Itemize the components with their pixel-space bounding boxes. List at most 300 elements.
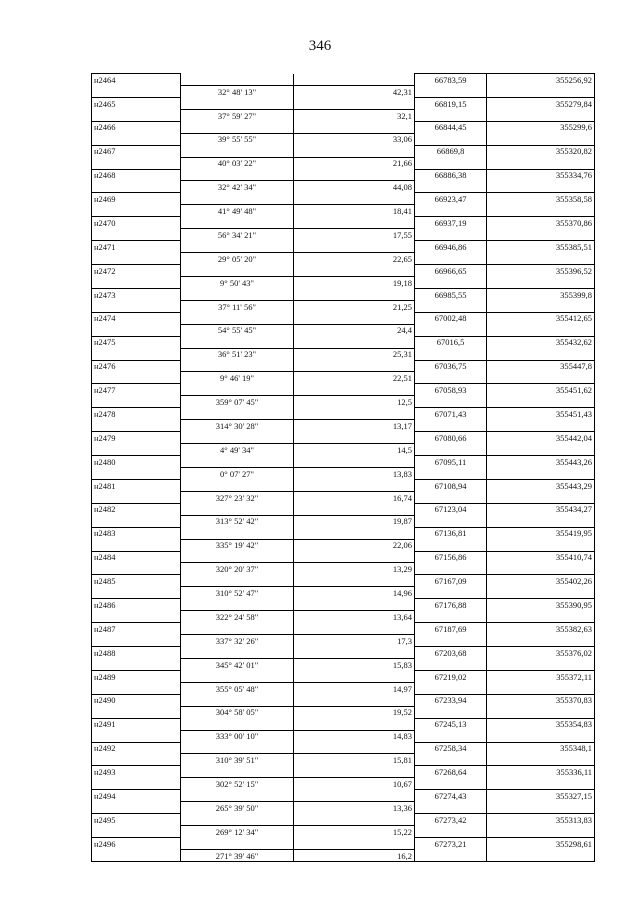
point-x: 66946,86 <box>415 241 487 253</box>
empty-cell <box>487 849 595 861</box>
empty-cell <box>181 408 294 420</box>
empty-cell <box>487 444 595 456</box>
point-y: 355412,65 <box>487 312 595 324</box>
empty-cell <box>294 193 415 205</box>
point-row <box>92 647 595 659</box>
point-name: н2467 <box>92 145 181 157</box>
point-name: н2489 <box>92 670 181 682</box>
empty-cell <box>294 766 415 778</box>
empty-cell <box>415 563 487 575</box>
point-y: 355348,1 <box>487 742 595 754</box>
point-row <box>92 121 595 133</box>
point-x: 67108,94 <box>415 479 487 491</box>
point-row <box>92 479 595 491</box>
point-y: 355320,82 <box>487 145 595 157</box>
segment-distance: 33,06 <box>294 133 415 145</box>
point-name: н2490 <box>92 694 181 706</box>
point-row <box>92 408 595 420</box>
empty-cell <box>415 109 487 121</box>
empty-cell <box>181 97 294 109</box>
point-row <box>92 193 595 205</box>
point-y: 355447,8 <box>487 360 595 372</box>
point-y: 355298,61 <box>487 838 595 850</box>
point-x: 66783,59 <box>415 74 487 86</box>
page-number: 346 <box>308 38 332 54</box>
empty-cell <box>92 444 181 456</box>
point-x: 67058,93 <box>415 384 487 396</box>
point-row <box>92 718 595 730</box>
point-name: н2485 <box>92 575 181 587</box>
empty-cell <box>92 181 181 193</box>
point-x: 67002,48 <box>415 312 487 324</box>
segment-distance: 12,5 <box>294 396 415 408</box>
point-name: н2487 <box>92 623 181 635</box>
point-row <box>92 336 595 348</box>
segment-distance: 19,52 <box>294 706 415 718</box>
point-name: н2475 <box>92 336 181 348</box>
empty-cell <box>415 802 487 814</box>
point-row <box>92 288 595 300</box>
point-y: 355396,52 <box>487 265 595 277</box>
segment-distance: 14,96 <box>294 587 415 599</box>
point-name: н2470 <box>92 217 181 229</box>
empty-cell <box>92 324 181 336</box>
point-x: 67036,75 <box>415 360 487 372</box>
point-y: 355370,83 <box>487 694 595 706</box>
point-y: 355443,26 <box>487 456 595 468</box>
segment-row <box>92 276 595 288</box>
point-row <box>92 814 595 826</box>
empty-cell <box>487 611 595 623</box>
point-x: 66886,38 <box>415 169 487 181</box>
empty-cell <box>92 372 181 384</box>
empty-cell <box>415 467 487 479</box>
point-row <box>92 217 595 229</box>
empty-cell <box>487 85 595 97</box>
empty-cell <box>92 826 181 838</box>
segment-row <box>92 300 595 312</box>
point-x: 67273,42 <box>415 814 487 826</box>
point-row <box>92 241 595 253</box>
segment-row <box>92 420 595 432</box>
segment-row <box>92 157 595 169</box>
segment-distance: 42,31 <box>294 85 415 97</box>
empty-cell <box>294 456 415 468</box>
point-name: н2488 <box>92 647 181 659</box>
point-name: н2464 <box>92 74 181 86</box>
empty-cell <box>487 372 595 384</box>
segment-angle: 313° 52' 42" <box>181 515 294 527</box>
empty-cell <box>294 169 415 181</box>
empty-cell <box>92 253 181 265</box>
empty-cell <box>294 503 415 515</box>
empty-cell <box>181 838 294 850</box>
segment-row <box>92 826 595 838</box>
segment-distance: 14,5 <box>294 444 415 456</box>
empty-cell <box>294 647 415 659</box>
point-y: 355402,26 <box>487 575 595 587</box>
point-y: 355410,74 <box>487 551 595 563</box>
empty-cell <box>92 682 181 694</box>
segment-angle: 37° 11' 56" <box>181 300 294 312</box>
empty-cell <box>487 205 595 217</box>
segment-angle: 54° 55' 45" <box>181 324 294 336</box>
empty-cell <box>181 647 294 659</box>
point-y: 355382,63 <box>487 623 595 635</box>
empty-cell <box>415 157 487 169</box>
point-y: 355372,11 <box>487 670 595 682</box>
segment-angle: 36° 51' 23" <box>181 348 294 360</box>
empty-cell <box>294 241 415 253</box>
point-y: 355376,02 <box>487 647 595 659</box>
point-x: 67071,43 <box>415 408 487 420</box>
empty-cell <box>294 121 415 133</box>
empty-cell <box>294 623 415 635</box>
point-row <box>92 312 595 324</box>
point-x: 67167,09 <box>415 575 487 587</box>
point-name: н2492 <box>92 742 181 754</box>
empty-cell <box>181 766 294 778</box>
empty-cell <box>181 575 294 587</box>
empty-cell <box>487 754 595 766</box>
segment-distance: 16,2 <box>294 849 415 861</box>
empty-cell <box>487 778 595 790</box>
empty-cell <box>92 849 181 861</box>
empty-cell <box>181 336 294 348</box>
point-x: 66966,65 <box>415 265 487 277</box>
segment-distance: 13,64 <box>294 611 415 623</box>
empty-cell <box>487 133 595 145</box>
empty-cell <box>294 575 415 587</box>
segment-row <box>92 587 595 599</box>
empty-cell <box>294 432 415 444</box>
empty-cell <box>181 742 294 754</box>
segment-angle: 335° 19' 42" <box>181 539 294 551</box>
segment-distance: 22,51 <box>294 372 415 384</box>
point-name: н2484 <box>92 551 181 563</box>
point-name: н2493 <box>92 766 181 778</box>
point-name: н2494 <box>92 790 181 802</box>
segment-row <box>92 253 595 265</box>
empty-cell <box>487 300 595 312</box>
coordinates-table <box>91 73 595 862</box>
segment-angle: 314° 30' 28" <box>181 420 294 432</box>
empty-cell <box>487 515 595 527</box>
empty-cell <box>181 551 294 563</box>
empty-cell <box>415 658 487 670</box>
empty-cell <box>487 706 595 718</box>
empty-cell <box>415 324 487 336</box>
empty-cell <box>181 217 294 229</box>
point-row <box>92 97 595 109</box>
point-row <box>92 503 595 515</box>
segment-row <box>92 563 595 575</box>
segment-distance: 22,65 <box>294 253 415 265</box>
empty-cell <box>181 169 294 181</box>
segment-angle: 39° 55' 55" <box>181 133 294 145</box>
point-x: 67268,64 <box>415 766 487 778</box>
segment-angle: 56° 34' 21" <box>181 229 294 241</box>
empty-cell <box>294 599 415 611</box>
empty-cell <box>487 109 595 121</box>
point-name: н2472 <box>92 265 181 277</box>
segment-angle: 302° 52' 15" <box>181 778 294 790</box>
empty-cell <box>92 539 181 551</box>
segment-distance: 16,74 <box>294 491 415 503</box>
empty-cell <box>294 360 415 372</box>
point-name: н2471 <box>92 241 181 253</box>
point-row <box>92 551 595 563</box>
empty-cell <box>415 420 487 432</box>
segment-distance: 13,29 <box>294 563 415 575</box>
segment-row <box>92 658 595 670</box>
point-y: 355419,95 <box>487 527 595 539</box>
empty-cell <box>415 754 487 766</box>
point-name: н2491 <box>92 718 181 730</box>
segment-angle: 32° 42' 34" <box>181 181 294 193</box>
empty-cell <box>415 730 487 742</box>
empty-cell <box>294 742 415 754</box>
empty-cell <box>294 145 415 157</box>
point-row <box>92 670 595 682</box>
empty-cell <box>415 539 487 551</box>
point-y: 355334,76 <box>487 169 595 181</box>
empty-cell <box>92 658 181 670</box>
point-name: н2468 <box>92 169 181 181</box>
empty-cell <box>294 670 415 682</box>
segment-row <box>92 372 595 384</box>
empty-cell <box>181 432 294 444</box>
empty-cell <box>181 814 294 826</box>
empty-cell <box>92 229 181 241</box>
point-row <box>92 74 595 86</box>
empty-cell <box>415 372 487 384</box>
point-x: 66819,15 <box>415 97 487 109</box>
point-name: н2482 <box>92 503 181 515</box>
empty-cell <box>294 265 415 277</box>
point-x: 67136,81 <box>415 527 487 539</box>
point-name: н2466 <box>92 121 181 133</box>
empty-cell <box>487 730 595 742</box>
segment-distance: 18,41 <box>294 205 415 217</box>
segment-row <box>92 706 595 718</box>
empty-cell <box>181 193 294 205</box>
empty-cell <box>92 730 181 742</box>
point-row <box>92 360 595 372</box>
point-row <box>92 838 595 850</box>
point-x: 67016,5 <box>415 336 487 348</box>
point-name: н2495 <box>92 814 181 826</box>
empty-cell <box>181 503 294 515</box>
point-y: 355385,51 <box>487 241 595 253</box>
segment-row <box>92 515 595 527</box>
point-row <box>92 575 595 587</box>
point-row <box>92 742 595 754</box>
empty-cell <box>294 527 415 539</box>
segment-angle: 4° 49' 34" <box>181 444 294 456</box>
empty-cell <box>415 205 487 217</box>
segment-row <box>92 109 595 121</box>
empty-cell <box>415 396 487 408</box>
segment-row <box>92 635 595 647</box>
point-x: 67095,11 <box>415 456 487 468</box>
empty-cell <box>487 826 595 838</box>
point-row <box>92 766 595 778</box>
point-row <box>92 694 595 706</box>
point-x: 67274,43 <box>415 790 487 802</box>
empty-cell <box>487 253 595 265</box>
empty-cell <box>181 456 294 468</box>
empty-cell <box>415 706 487 718</box>
point-x: 67245,13 <box>415 718 487 730</box>
empty-cell <box>181 599 294 611</box>
empty-cell <box>487 396 595 408</box>
point-y: 355443,29 <box>487 479 595 491</box>
empty-cell <box>415 778 487 790</box>
empty-cell <box>487 658 595 670</box>
segment-angle: 0° 07' 27" <box>181 467 294 479</box>
point-row <box>92 623 595 635</box>
segment-distance: 14,83 <box>294 730 415 742</box>
point-x: 67187,69 <box>415 623 487 635</box>
point-y: 355451,62 <box>487 384 595 396</box>
empty-cell <box>487 587 595 599</box>
point-y: 355370,86 <box>487 217 595 229</box>
empty-cell <box>92 276 181 288</box>
point-name: н2480 <box>92 456 181 468</box>
empty-cell <box>92 754 181 766</box>
segment-distance: 22,06 <box>294 539 415 551</box>
point-x: 67258,34 <box>415 742 487 754</box>
segment-distance: 21,25 <box>294 300 415 312</box>
empty-cell <box>294 694 415 706</box>
point-y: 355358,58 <box>487 193 595 205</box>
empty-cell <box>415 133 487 145</box>
empty-cell <box>487 324 595 336</box>
empty-cell <box>181 265 294 277</box>
segment-distance: 14,97 <box>294 682 415 694</box>
empty-cell <box>181 241 294 253</box>
empty-cell <box>415 300 487 312</box>
segment-row <box>92 682 595 694</box>
segment-angle: 345° 42' 01" <box>181 658 294 670</box>
point-y: 355327,15 <box>487 790 595 802</box>
segment-angle: 271° 39' 46" <box>181 849 294 861</box>
empty-cell <box>92 491 181 503</box>
empty-cell <box>294 718 415 730</box>
segment-distance: 13,83 <box>294 467 415 479</box>
point-name: н2486 <box>92 599 181 611</box>
segment-row <box>92 849 595 861</box>
segment-row <box>92 348 595 360</box>
empty-cell <box>92 467 181 479</box>
point-x: 67219,02 <box>415 670 487 682</box>
segment-row <box>92 611 595 623</box>
point-name: н2483 <box>92 527 181 539</box>
empty-cell <box>181 527 294 539</box>
segment-distance: 17,55 <box>294 229 415 241</box>
segment-row <box>92 778 595 790</box>
empty-cell <box>92 778 181 790</box>
empty-cell <box>92 706 181 718</box>
segment-distance: 32,1 <box>294 109 415 121</box>
point-y: 355336,11 <box>487 766 595 778</box>
empty-cell <box>92 205 181 217</box>
empty-cell <box>181 312 294 324</box>
empty-cell <box>487 802 595 814</box>
point-x: 67156,86 <box>415 551 487 563</box>
segment-row <box>92 396 595 408</box>
point-x: 66937,19 <box>415 217 487 229</box>
segment-angle: 9° 50' 43" <box>181 276 294 288</box>
point-name: н2469 <box>92 193 181 205</box>
segment-distance: 10,67 <box>294 778 415 790</box>
empty-cell <box>294 97 415 109</box>
segment-row <box>92 324 595 336</box>
empty-cell <box>487 635 595 647</box>
empty-cell <box>92 515 181 527</box>
empty-cell <box>92 133 181 145</box>
empty-cell <box>487 467 595 479</box>
segment-distance: 15,81 <box>294 754 415 766</box>
empty-cell <box>92 635 181 647</box>
point-name: н2465 <box>92 97 181 109</box>
segment-angle: 337° 32' 26" <box>181 635 294 647</box>
point-x: 67273,21 <box>415 838 487 850</box>
point-name: н2496 <box>92 838 181 850</box>
empty-cell <box>181 694 294 706</box>
empty-cell <box>92 157 181 169</box>
empty-cell <box>487 157 595 169</box>
empty-cell <box>294 408 415 420</box>
point-x: 66844,45 <box>415 121 487 133</box>
point-row <box>92 456 595 468</box>
point-name: н2473 <box>92 288 181 300</box>
segment-angle: 304° 58' 05" <box>181 706 294 718</box>
empty-cell <box>181 790 294 802</box>
segment-angle: 41° 49' 48" <box>181 205 294 217</box>
empty-cell <box>294 288 415 300</box>
empty-cell <box>487 539 595 551</box>
segment-angle: 265° 39' 50" <box>181 802 294 814</box>
segment-angle: 320° 20' 37" <box>181 563 294 575</box>
segment-angle: 355° 05' 48" <box>181 682 294 694</box>
segment-row <box>92 85 595 97</box>
point-x: 66869,8 <box>415 145 487 157</box>
empty-cell <box>294 384 415 396</box>
segment-row <box>92 491 595 503</box>
empty-cell <box>415 587 487 599</box>
point-name: н2478 <box>92 408 181 420</box>
point-y: 355442,04 <box>487 432 595 444</box>
segment-row <box>92 467 595 479</box>
empty-cell <box>415 181 487 193</box>
empty-cell <box>294 838 415 850</box>
segment-angle: 310° 39' 51" <box>181 754 294 766</box>
empty-cell <box>92 109 181 121</box>
point-x: 66985,55 <box>415 288 487 300</box>
empty-cell <box>181 479 294 491</box>
empty-cell <box>487 420 595 432</box>
point-y: 355390,95 <box>487 599 595 611</box>
segment-angle: 29° 05' 20" <box>181 253 294 265</box>
empty-cell <box>181 670 294 682</box>
point-row <box>92 265 595 277</box>
segment-row <box>92 205 595 217</box>
empty-cell <box>294 74 415 86</box>
segment-angle: 40° 03' 22" <box>181 157 294 169</box>
empty-cell <box>92 420 181 432</box>
